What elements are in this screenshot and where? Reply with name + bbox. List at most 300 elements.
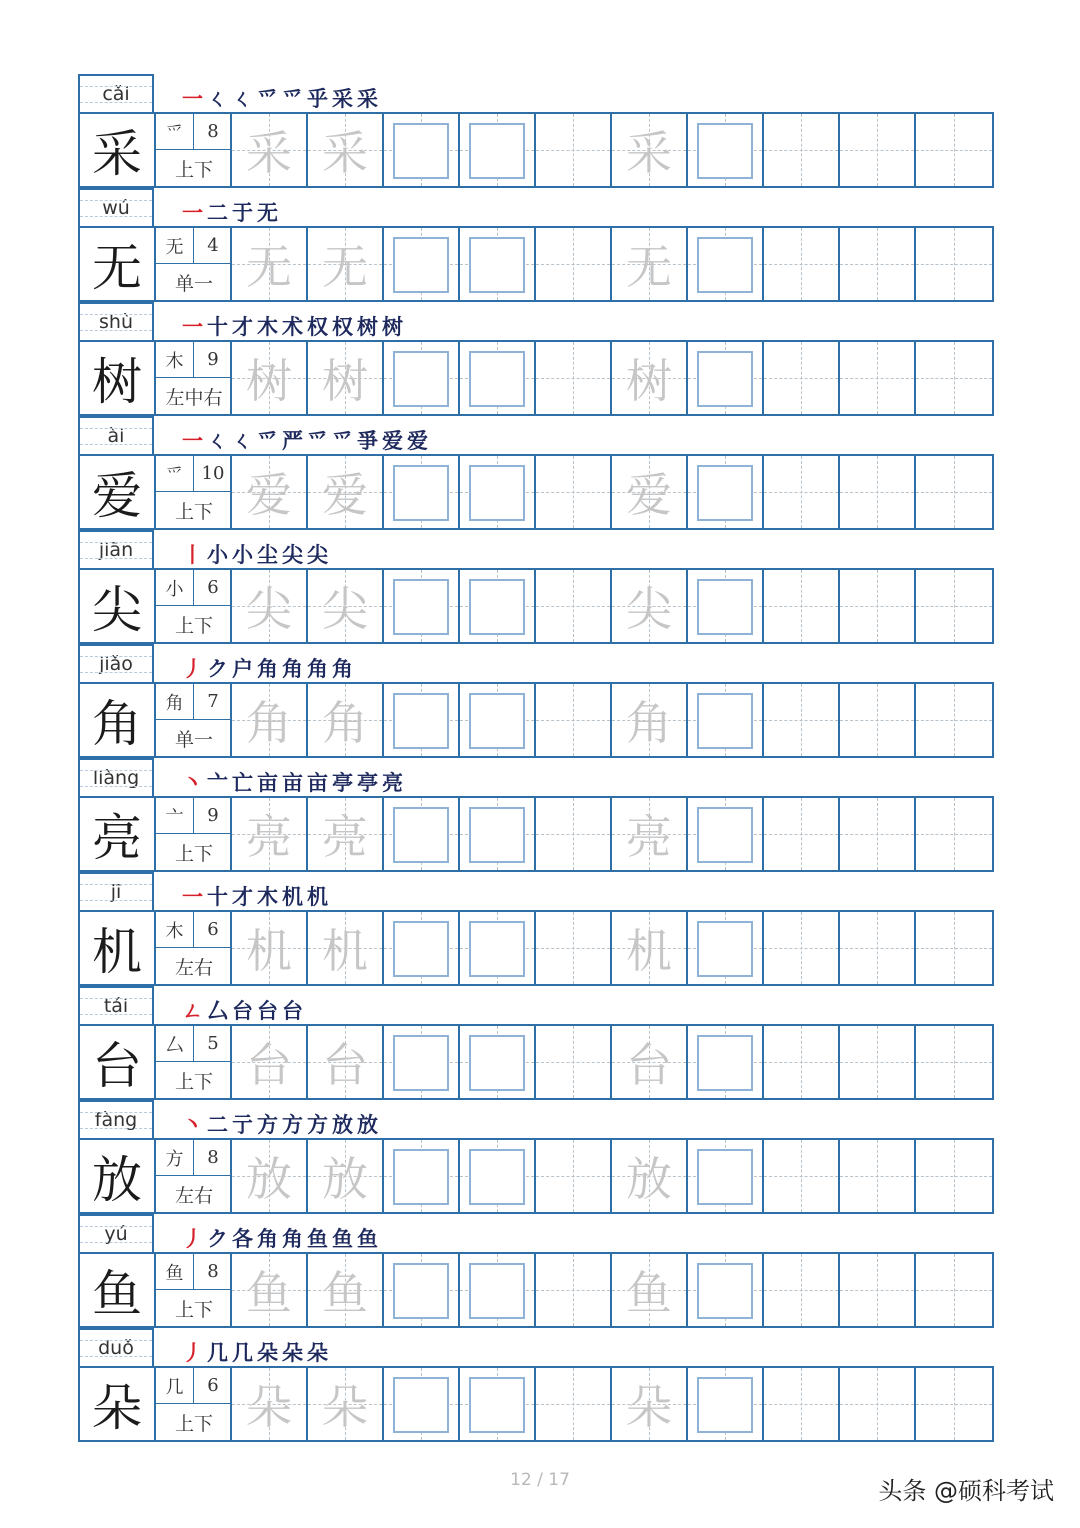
writing-cell[interactable] [232,1368,308,1440]
radical: 爫 [156,456,194,492]
stroke-step: 木 [257,885,278,909]
pinyin-label: tái [78,986,154,1024]
stroke-step: ㄑ [207,429,228,453]
stroke-count: 8 [194,1140,232,1176]
inner-writing-box [697,921,753,977]
writing-cell[interactable] [384,1254,460,1326]
stroke-step: 尖 [307,543,328,567]
stroke-step: 角 [307,657,328,681]
stroke-step: 丶 [182,771,203,795]
practice-row [78,1366,994,1442]
stroke-count: 8 [194,114,232,150]
stroke-step: 爫 [332,429,353,453]
writing-cell[interactable] [536,456,612,528]
inner-writing-box [393,579,449,635]
radical: 木 [156,342,194,378]
stroke-step: 鱼 [332,1227,353,1251]
writing-cell[interactable] [536,228,612,300]
stroke-order-sequence [182,538,328,568]
stroke-step: 才 [232,315,253,339]
pinyin-label: fàng [78,1100,154,1138]
stroke-step: 一 [182,87,203,111]
stroke-step: 丿 [182,1341,203,1365]
writing-cell[interactable] [916,1140,992,1212]
radical: 厶 [156,1026,194,1062]
writing-cell[interactable] [384,1368,460,1440]
writing-cell[interactable] [460,342,536,414]
writing-cell[interactable] [308,684,384,756]
inner-writing-box [697,1149,753,1205]
inner-writing-box [469,351,525,407]
stroke-step: 角 [257,657,278,681]
writing-cell[interactable] [764,798,840,870]
writing-cell[interactable] [688,228,764,300]
stroke-step: 尘 [257,543,278,567]
structure: 上下 [174,614,213,637]
trace-character: 朵 [626,1380,672,1434]
practice-row [78,454,994,530]
writing-cell[interactable] [384,1026,460,1098]
writing-cell[interactable] [612,570,688,642]
writing-cell[interactable] [840,1140,916,1212]
model-character: 无 [80,228,156,300]
char-info [156,1254,232,1326]
stroke-step: 权 [332,315,353,339]
writing-cell[interactable] [308,114,384,186]
char-info [156,1026,232,1098]
stroke-order-sequence [182,1336,328,1366]
writing-cell[interactable] [460,1140,536,1212]
writing-cell[interactable] [460,1254,536,1326]
pinyin-label: jī [78,872,154,910]
writing-cell[interactable] [536,684,612,756]
writing-cell[interactable] [764,1368,840,1440]
writing-cell[interactable] [384,228,460,300]
writing-cell[interactable] [460,570,536,642]
trace-character: 采 [322,126,368,180]
structure: 上下 [174,1412,213,1435]
inner-writing-box [697,1377,753,1433]
writing-cell[interactable] [232,1140,308,1212]
writing-cell[interactable] [764,456,840,528]
writing-cell[interactable] [916,114,992,186]
stroke-step: 十 [207,315,228,339]
stroke-step: 台 [257,999,278,1023]
radical: 木 [156,912,194,948]
char-info [156,684,232,756]
stroke-count: 4 [194,228,232,264]
writing-cell[interactable] [840,1026,916,1098]
inner-writing-box [469,693,525,749]
structure: 上下 [174,1298,213,1321]
stroke-step: 丨 [182,543,203,567]
writing-cell[interactable] [460,1026,536,1098]
char-info [156,570,232,642]
practice-row [78,682,994,758]
char-info [156,342,232,414]
char-info [156,1140,232,1212]
writing-cell[interactable] [384,684,460,756]
trace-character: 无 [322,240,368,294]
stroke-count: 6 [194,570,232,606]
trace-character: 尖 [626,582,672,636]
stroke-count: 7 [194,684,232,720]
writing-cell[interactable] [536,114,612,186]
trace-character: 爱 [246,468,292,522]
writing-cell[interactable] [384,114,460,186]
trace-character: 树 [322,354,368,408]
stroke-step: 亡 [232,771,253,795]
writing-cell[interactable] [536,342,612,414]
inner-writing-box [469,1377,525,1433]
radical: 方 [156,1140,194,1176]
writing-cell[interactable] [764,1026,840,1098]
writing-cell[interactable] [612,1254,688,1326]
stroke-step: 亩 [307,771,328,795]
writing-cell[interactable] [688,456,764,528]
stroke-count: 6 [194,1368,232,1404]
char-entry [78,302,994,416]
radical: 小 [156,570,194,606]
stroke-step: 朵 [282,1341,303,1365]
stroke-order-sequence [182,310,403,340]
stroke-step: 爱 [382,429,403,453]
stroke-order-sequence [182,1222,378,1252]
writing-cell[interactable] [916,1254,992,1326]
writing-cell[interactable] [764,1254,840,1326]
writing-cell[interactable] [308,342,384,414]
writing-cell[interactable] [232,1254,308,1326]
writing-cell[interactable] [384,798,460,870]
char-entry [78,1100,994,1214]
writing-cell[interactable] [384,912,460,984]
writing-cell[interactable] [460,228,536,300]
stroke-count: 9 [194,798,232,834]
stroke-step: 角 [257,1227,278,1251]
writing-cell[interactable] [916,456,992,528]
trace-character: 爱 [626,468,672,522]
writing-cell[interactable] [916,912,992,984]
writing-cell[interactable] [384,570,460,642]
stroke-step: 爭 [357,429,378,453]
writing-cell[interactable] [536,1368,612,1440]
watermark: 头条 @硕科考试 [878,1477,1054,1505]
stroke-step: 木 [257,315,278,339]
writing-cell[interactable] [232,1026,308,1098]
writing-cell[interactable] [840,342,916,414]
writing-cell[interactable] [688,912,764,984]
writing-cell[interactable] [612,798,688,870]
pinyin-label: liàng [78,758,154,796]
trace-character: 树 [246,354,292,408]
trace-character: 放 [322,1152,368,1206]
practice-sheet [78,74,994,1442]
pinyin-label: wú [78,188,154,226]
writing-cell[interactable] [688,1140,764,1212]
inner-writing-box [469,579,525,635]
stroke-step: 一 [182,885,203,909]
structure: 左右 [174,1184,213,1207]
writing-cell[interactable] [612,228,688,300]
writing-cell[interactable] [308,1026,384,1098]
writing-cell[interactable] [308,570,384,642]
writing-cell[interactable] [612,456,688,528]
writing-cell[interactable] [688,342,764,414]
writing-cell[interactable] [308,1368,384,1440]
stroke-step: 方 [307,1113,328,1137]
writing-cell[interactable] [840,456,916,528]
char-entry [78,416,994,530]
char-info [156,456,232,528]
stroke-step: 二 [207,201,228,225]
writing-cell[interactable] [308,228,384,300]
pinyin-label: jiān [78,530,154,568]
writing-cell[interactable] [232,570,308,642]
writing-cell[interactable] [536,1140,612,1212]
writing-cell[interactable] [916,684,992,756]
stroke-step: ク [207,657,228,681]
writing-cell[interactable] [764,570,840,642]
trace-character: 树 [626,354,672,408]
writing-cell[interactable] [536,570,612,642]
practice-row [78,910,994,986]
inner-writing-box [469,465,525,521]
model-character: 尖 [80,570,156,642]
char-entry [78,1328,994,1442]
stroke-order-sequence [182,424,428,454]
stroke-step: ㄑ [232,429,253,453]
structure: 左中右 [165,386,223,409]
writing-cell[interactable] [232,228,308,300]
stroke-step: 二 [207,1113,228,1137]
structure: 左右 [174,956,213,979]
structure: 上下 [174,842,213,865]
writing-cell[interactable] [308,912,384,984]
inner-writing-box [469,1263,525,1319]
page-number: 12 / 17 [510,1470,570,1490]
stroke-step: 乎 [307,87,328,111]
model-character: 朵 [80,1368,156,1440]
writing-cell[interactable] [764,342,840,414]
stroke-step: 亍 [232,1113,253,1137]
inner-writing-box [697,1035,753,1091]
inner-writing-box [393,1377,449,1433]
writing-cell[interactable] [384,1140,460,1212]
writing-cell[interactable] [232,342,308,414]
writing-cell[interactable] [916,1026,992,1098]
writing-cell[interactable] [764,684,840,756]
stroke-step: 鱼 [357,1227,378,1251]
radical: 爫 [156,114,194,150]
writing-cell[interactable] [460,456,536,528]
writing-cell[interactable] [688,684,764,756]
inner-writing-box [393,1149,449,1205]
stroke-step: 爫 [257,87,278,111]
stroke-step: 朵 [307,1341,328,1365]
stroke-step: 角 [282,1227,303,1251]
writing-cell[interactable] [840,228,916,300]
trace-character: 角 [246,696,292,750]
writing-cell[interactable] [232,798,308,870]
writing-cell[interactable] [840,798,916,870]
writing-cell[interactable] [612,342,688,414]
trace-character: 台 [246,1038,292,1092]
writing-cell[interactable] [460,798,536,870]
inner-writing-box [697,807,753,863]
model-character: 机 [80,912,156,984]
inner-writing-box [697,1263,753,1319]
writing-cell[interactable] [536,1026,612,1098]
stroke-step: 亮 [382,771,403,795]
writing-cell[interactable] [536,912,612,984]
stroke-step: 采 [332,87,353,111]
trace-character: 采 [626,126,672,180]
inner-writing-box [469,1149,525,1205]
inner-writing-box [393,693,449,749]
writing-cell[interactable] [840,912,916,984]
stroke-step: 亩 [282,771,303,795]
writing-cell[interactable] [916,1368,992,1440]
inner-writing-box [393,1263,449,1319]
model-character: 亮 [80,798,156,870]
writing-cell[interactable] [764,114,840,186]
trace-character: 角 [626,696,672,750]
writing-cell[interactable] [916,228,992,300]
writing-cell[interactable] [840,1368,916,1440]
trace-character: 亮 [246,810,292,864]
char-info [156,114,232,186]
stroke-step: 丿 [182,657,203,681]
writing-cell[interactable] [688,1254,764,1326]
writing-cell[interactable] [232,114,308,186]
char-entry [78,644,994,758]
writing-cell[interactable] [612,1140,688,1212]
writing-cell[interactable] [688,1026,764,1098]
writing-cell[interactable] [232,456,308,528]
stroke-step: ㄑ [232,87,253,111]
char-info [156,228,232,300]
practice-row [78,796,994,872]
writing-cell[interactable] [916,342,992,414]
writing-cell[interactable] [764,228,840,300]
model-character: 角 [80,684,156,756]
stroke-step: 亭 [357,771,378,795]
trace-character: 无 [626,240,672,294]
inner-writing-box [393,237,449,293]
char-info [156,912,232,984]
stroke-step: 爫 [257,429,278,453]
writing-cell[interactable] [536,798,612,870]
writing-cell[interactable] [308,456,384,528]
writing-cell[interactable] [384,456,460,528]
writing-cell[interactable] [688,1368,764,1440]
char-entry [78,1214,994,1328]
writing-cell[interactable] [612,1026,688,1098]
writing-cell[interactable] [536,1254,612,1326]
char-entry [78,758,994,872]
stroke-step: ㄑ [207,87,228,111]
model-character: 爱 [80,456,156,528]
pinyin-label: yú [78,1214,154,1252]
inner-writing-box [697,237,753,293]
writing-cell[interactable] [840,1254,916,1326]
writing-cell[interactable] [384,342,460,414]
stroke-step: 树 [357,315,378,339]
trace-character: 机 [626,924,672,978]
writing-cell[interactable] [612,684,688,756]
writing-cell[interactable] [460,912,536,984]
writing-cell[interactable] [308,1254,384,1326]
writing-cell[interactable] [688,114,764,186]
writing-cell[interactable] [840,570,916,642]
stroke-order-sequence [182,82,378,112]
trace-character: 台 [322,1038,368,1092]
structure: 单一 [174,272,213,295]
practice-row [78,1138,994,1214]
stroke-count: 5 [194,1026,232,1062]
writing-cell[interactable] [840,684,916,756]
stroke-step: 方 [257,1113,278,1137]
trace-character: 采 [246,126,292,180]
writing-cell[interactable] [688,798,764,870]
writing-cell[interactable] [764,1140,840,1212]
writing-cell[interactable] [460,114,536,186]
writing-cell[interactable] [308,798,384,870]
writing-cell[interactable] [612,1368,688,1440]
practice-row [78,340,994,416]
writing-cell[interactable] [460,1368,536,1440]
writing-cell[interactable] [840,114,916,186]
practice-row [78,1024,994,1100]
stroke-step: 严 [282,429,303,453]
writing-cell[interactable] [688,570,764,642]
stroke-order-sequence [182,652,353,682]
practice-row [78,1252,994,1328]
stroke-step: 爫 [307,429,328,453]
char-entry [78,74,994,188]
trace-character: 爱 [322,468,368,522]
writing-cell[interactable] [612,912,688,984]
practice-row [78,112,994,188]
writing-cell[interactable] [612,114,688,186]
pinyin-label: cǎi [78,74,154,112]
char-entry [78,872,994,986]
writing-cell[interactable] [308,1140,384,1212]
inner-writing-box [697,123,753,179]
pinyin-label: duǒ [78,1328,154,1366]
writing-cell[interactable] [232,684,308,756]
stroke-step: 台 [282,999,303,1023]
stroke-count: 10 [194,456,232,492]
inner-writing-box [697,693,753,749]
writing-cell[interactable] [232,912,308,984]
practice-row [78,568,994,644]
stroke-step: 亠 [207,771,228,795]
stroke-step: 台 [232,999,253,1023]
pinyin-label: shù [78,302,154,340]
writing-cell[interactable] [916,570,992,642]
writing-cell[interactable] [764,912,840,984]
stroke-step: 方 [282,1113,303,1137]
inner-writing-box [393,921,449,977]
stroke-step: ク [207,1227,228,1251]
writing-cell[interactable] [460,684,536,756]
writing-cell[interactable] [916,798,992,870]
char-entry [78,188,994,302]
stroke-step: 才 [232,885,253,909]
radical: 无 [156,228,194,264]
stroke-step: 朵 [257,1341,278,1365]
